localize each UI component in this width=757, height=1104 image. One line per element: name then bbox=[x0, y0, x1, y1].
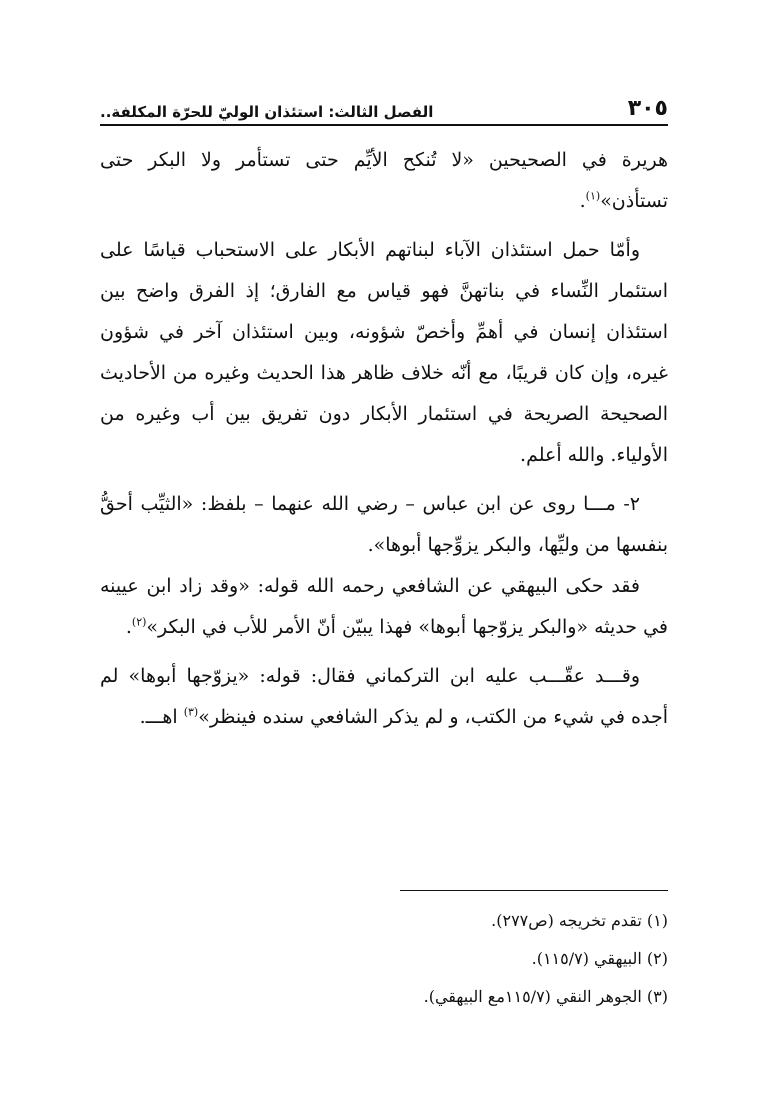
footnote-ref-1: (١) bbox=[585, 189, 601, 203]
page-number: ٣٠٥ bbox=[627, 96, 668, 121]
footnote-1: (١) تقدم تخريجه (ص٢٧٧). bbox=[491, 911, 668, 930]
paragraph-4-text: فقد حكى البيهقي عن الشافعي رحمه الله قوله: «وقد زاد ابن عيينه في حديثه «والبكر يزوّجها أبوها» فهذا يبيّن أنّ الأمر للأب في البكر» bbox=[100, 575, 668, 638]
paragraph-5-text: وقـــد عقّـــب عليه ابن التركماني فقال: قوله: «يزوّجها أبوها» لم أجده في شيء من الكتب، و لم يذكر الشافعي سنده فينظر» bbox=[100, 665, 668, 728]
footnote-3: (٣) الجوهر النقي (١١٥/٧مع البيهقي). bbox=[423, 987, 668, 1006]
paragraph-4-end: . bbox=[125, 616, 132, 638]
footnote-rule bbox=[400, 890, 668, 891]
paragraph-3: ٢- مـــا روى عن ابن عباس – رضي الله عنهما – بلفظ: «الثيِّب أحقُّ بنفسها من وليِّها، والبكر يزوِّجها أبوها». bbox=[100, 493, 668, 556]
footnotes bbox=[100, 902, 668, 1016]
footnote-ref-2: (٢) bbox=[131, 615, 147, 629]
paragraph-1-text: هريرة في الصحيحين «لا تُنكح الأيِّم حتى تستأمر ولا البكر حتى تستأذن» bbox=[100, 149, 668, 212]
main-text bbox=[100, 140, 668, 738]
paragraph-1 bbox=[100, 140, 668, 222]
paragraph-1-end: . bbox=[579, 190, 586, 212]
page-header bbox=[100, 84, 668, 120]
paragraph-4 bbox=[100, 566, 668, 648]
paragraph-5-end: اهـــ. bbox=[139, 706, 184, 728]
paragraph-2: وأمّا حمل استئذان الآباء لبناتهم الأبكار على الاستحباب قياسًا على استئمار النِّساء في بناتهنَّ فهو قياس مع الفارق؛ إذ الفرق واضح بين استئذان إنسان في أهمِّ وأخصّ شؤونه، وبين استئذان آخر في شؤون غيره، وإن كان قريبًا، مع أنّه خلاف ظاهر هذا الحديث وغيره من الأحاديث الصحيحة الصريحة في استئمار الأبكار دون تفريق بين أب وغيره من الأولياء. والله أعلم. bbox=[100, 239, 668, 466]
header-rule bbox=[100, 124, 668, 126]
footnote-ref-3: (٣) bbox=[183, 705, 199, 719]
running-title: الفصل الثالث: استئذان الوليّ للحرّة المكلفة.. bbox=[100, 103, 434, 121]
footnote-2: (٢) البيهقي (١١٥/٧). bbox=[531, 949, 668, 968]
paragraph-5 bbox=[100, 656, 668, 738]
